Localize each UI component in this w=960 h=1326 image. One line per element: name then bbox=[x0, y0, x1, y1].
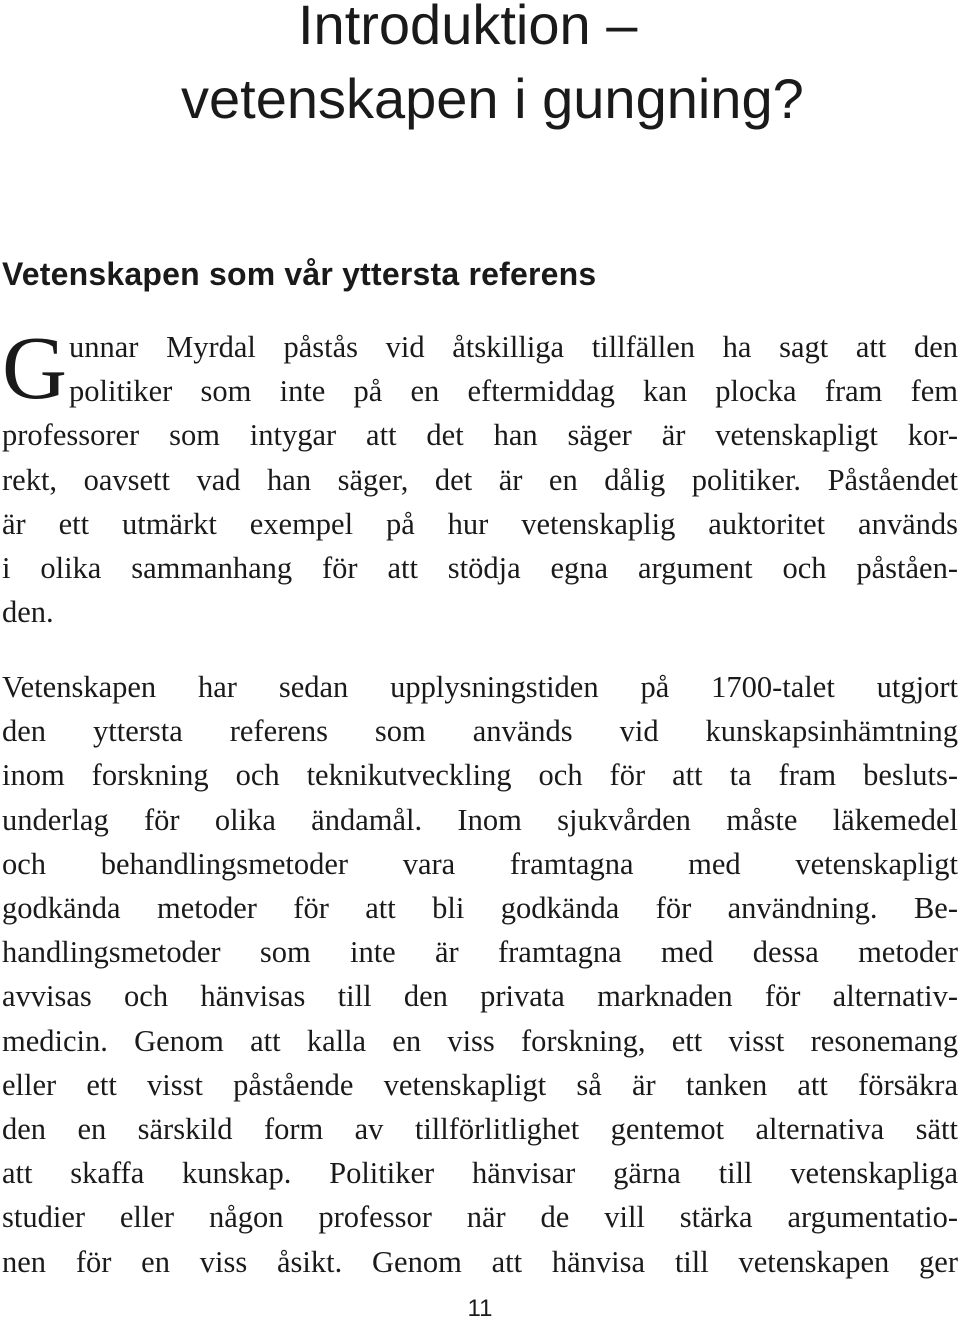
chapter-title-line-2: vetenskapen i gungning? bbox=[181, 67, 804, 130]
paragraph-2 bbox=[2, 665, 958, 1284]
text-line: avvisas och hänvisas till den privata marknaden för alternativ- bbox=[2, 979, 958, 1014]
text-line: Vetenskapen har sedan upplysningstiden på 1700-talet utgjort bbox=[2, 670, 958, 704]
text-line: den yttersta referens som används vid kunskapsinhämtning bbox=[2, 714, 958, 749]
text-line: att skaffa kunskap. Politiker hänvisar gärna till vetenskapliga bbox=[2, 1156, 958, 1191]
text-line: i olika sammanhang för att stödja egna argument och påståen- bbox=[2, 551, 958, 586]
text-line: unnar Myrdal påstås vid åtskilliga tillfällen ha sagt att den bbox=[69, 330, 958, 364]
chapter-title-line-1: Introduktion – bbox=[298, 0, 638, 56]
text-line: godkända metoder för att bli godkända för användning. Be- bbox=[2, 891, 958, 926]
text-line: och behandlingsmetoder vara framtagna med vetenskapligt bbox=[2, 846, 958, 881]
text-line: studier eller någon professor när de vill stärka argumentatio- bbox=[2, 1200, 958, 1235]
text-line: är ett utmärkt exempel på hur vetenskaplig auktoritet används bbox=[2, 506, 958, 541]
text-line: rekt, oavsett vad han säger, det är en dålig politiker. Påståendet bbox=[2, 462, 958, 497]
text-line: eller ett visst påstående vetenskapligt så är tanken att försäkra bbox=[2, 1067, 958, 1102]
text-line: handlingsmetoder som inte är framtagna med dessa metoder bbox=[2, 935, 958, 970]
page-number: 11 bbox=[467, 1295, 493, 1322]
paragraph-1 bbox=[2, 319, 958, 634]
text-line: den en särskild form av tillförlitlighet gentemot alternativa sätt bbox=[2, 1112, 958, 1147]
section-heading: Vetenskapen som vår yttersta referens bbox=[2, 256, 597, 292]
text-line: politiker som inte på en eftermiddag kan plocka fram fem bbox=[69, 374, 958, 409]
text-line: inom forskning och teknikutveckling och för att ta fram besluts- bbox=[2, 758, 958, 793]
text-line: den. bbox=[2, 595, 54, 630]
text-line: medicin. Genom att kalla en viss forskning, ett visst resonemang bbox=[2, 1023, 958, 1058]
text-line: nen för en viss åsikt. Genom att hänvisa till vetenskapen ger bbox=[2, 1244, 958, 1279]
chapter-title bbox=[0, 0, 960, 136]
drop-cap: G bbox=[2, 319, 67, 418]
text-line: underlag för olika ändamål. Inom sjukvården måste läkemedel bbox=[2, 802, 958, 837]
text-line: professorer som intygar att det han säger är vetenskapligt kor- bbox=[2, 418, 958, 453]
